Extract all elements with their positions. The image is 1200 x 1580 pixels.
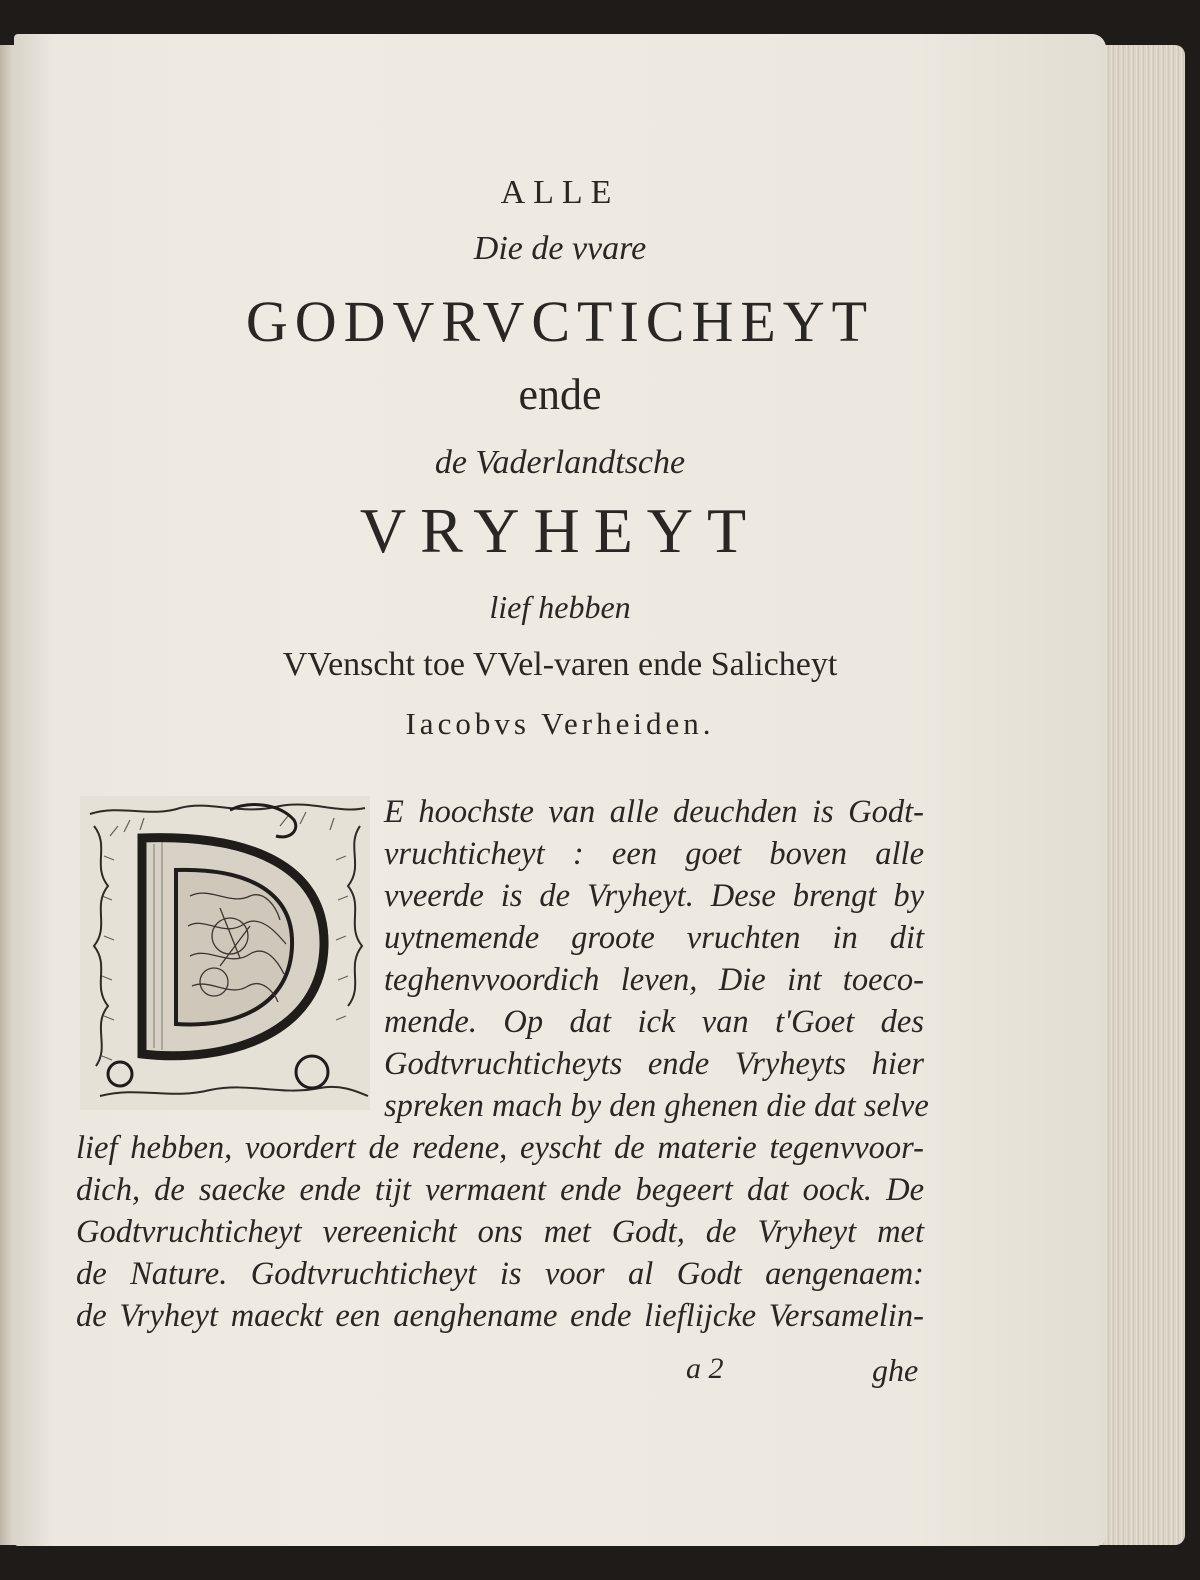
heading-wenscht: VVenscht toe VVel-varen ende Salicheyt bbox=[282, 646, 838, 683]
page-block-edges bbox=[1095, 45, 1185, 1545]
heading-lief-hebben: lief hebben bbox=[489, 589, 631, 625]
heading-alle: ALLE bbox=[500, 174, 620, 211]
body-line: spreken mach by den ghenen die dat selve bbox=[384, 1088, 929, 1124]
heading-godvruchticheyt: GODVRVCTICHEYT bbox=[245, 289, 875, 354]
book-page bbox=[14, 34, 1106, 1546]
signature-mark: a 2 bbox=[686, 1352, 724, 1385]
body-line: mende. Op dat ick van t'Goet des bbox=[384, 1004, 924, 1040]
body-line: teghenvvoordich leven, Die int toeco- bbox=[384, 962, 924, 998]
body-line: dich, de saecke ende tijt vermaent ende begeert dat oock. De bbox=[76, 1172, 924, 1208]
body-line: vveerde is de Vryheyt. Dese brengt by bbox=[384, 878, 924, 914]
body-line: Godtvruchticheyt vereenicht ons met Godt, de Vryheyt met bbox=[76, 1214, 924, 1250]
heading-ende: ende bbox=[518, 370, 602, 419]
heading-die-de-vvare: Die de vvare bbox=[473, 230, 647, 267]
body-line: de Vryheyt maeckt een aenghename ende lieflijcke Versamelin- bbox=[76, 1298, 924, 1334]
body-line: vruchticheyt : een goet boven alle bbox=[384, 836, 924, 872]
heading-vryheyt: VRYHEYT bbox=[359, 495, 761, 566]
catchword: ghe bbox=[872, 1352, 919, 1388]
heading-author: Iacobvs Verheiden. bbox=[405, 706, 715, 741]
body-line: lief hebben, voordert de redene, eyscht de materie tegenvvoor- bbox=[76, 1130, 924, 1166]
body-line: uytnemende groote vruchten in dit bbox=[384, 920, 924, 956]
body-line: de Nature. Godtvruchticheyt is voor al Godt aengenaem: bbox=[76, 1256, 924, 1292]
woodcut-initial-d-icon bbox=[80, 796, 370, 1110]
body-line: E hoochste van alle deuchden is Godt- bbox=[384, 794, 924, 830]
heading-vaderlandtsche: de Vaderlandtsche bbox=[434, 444, 686, 481]
body-line: Godtvruchticheyts ende Vryheyts hier bbox=[384, 1046, 924, 1082]
